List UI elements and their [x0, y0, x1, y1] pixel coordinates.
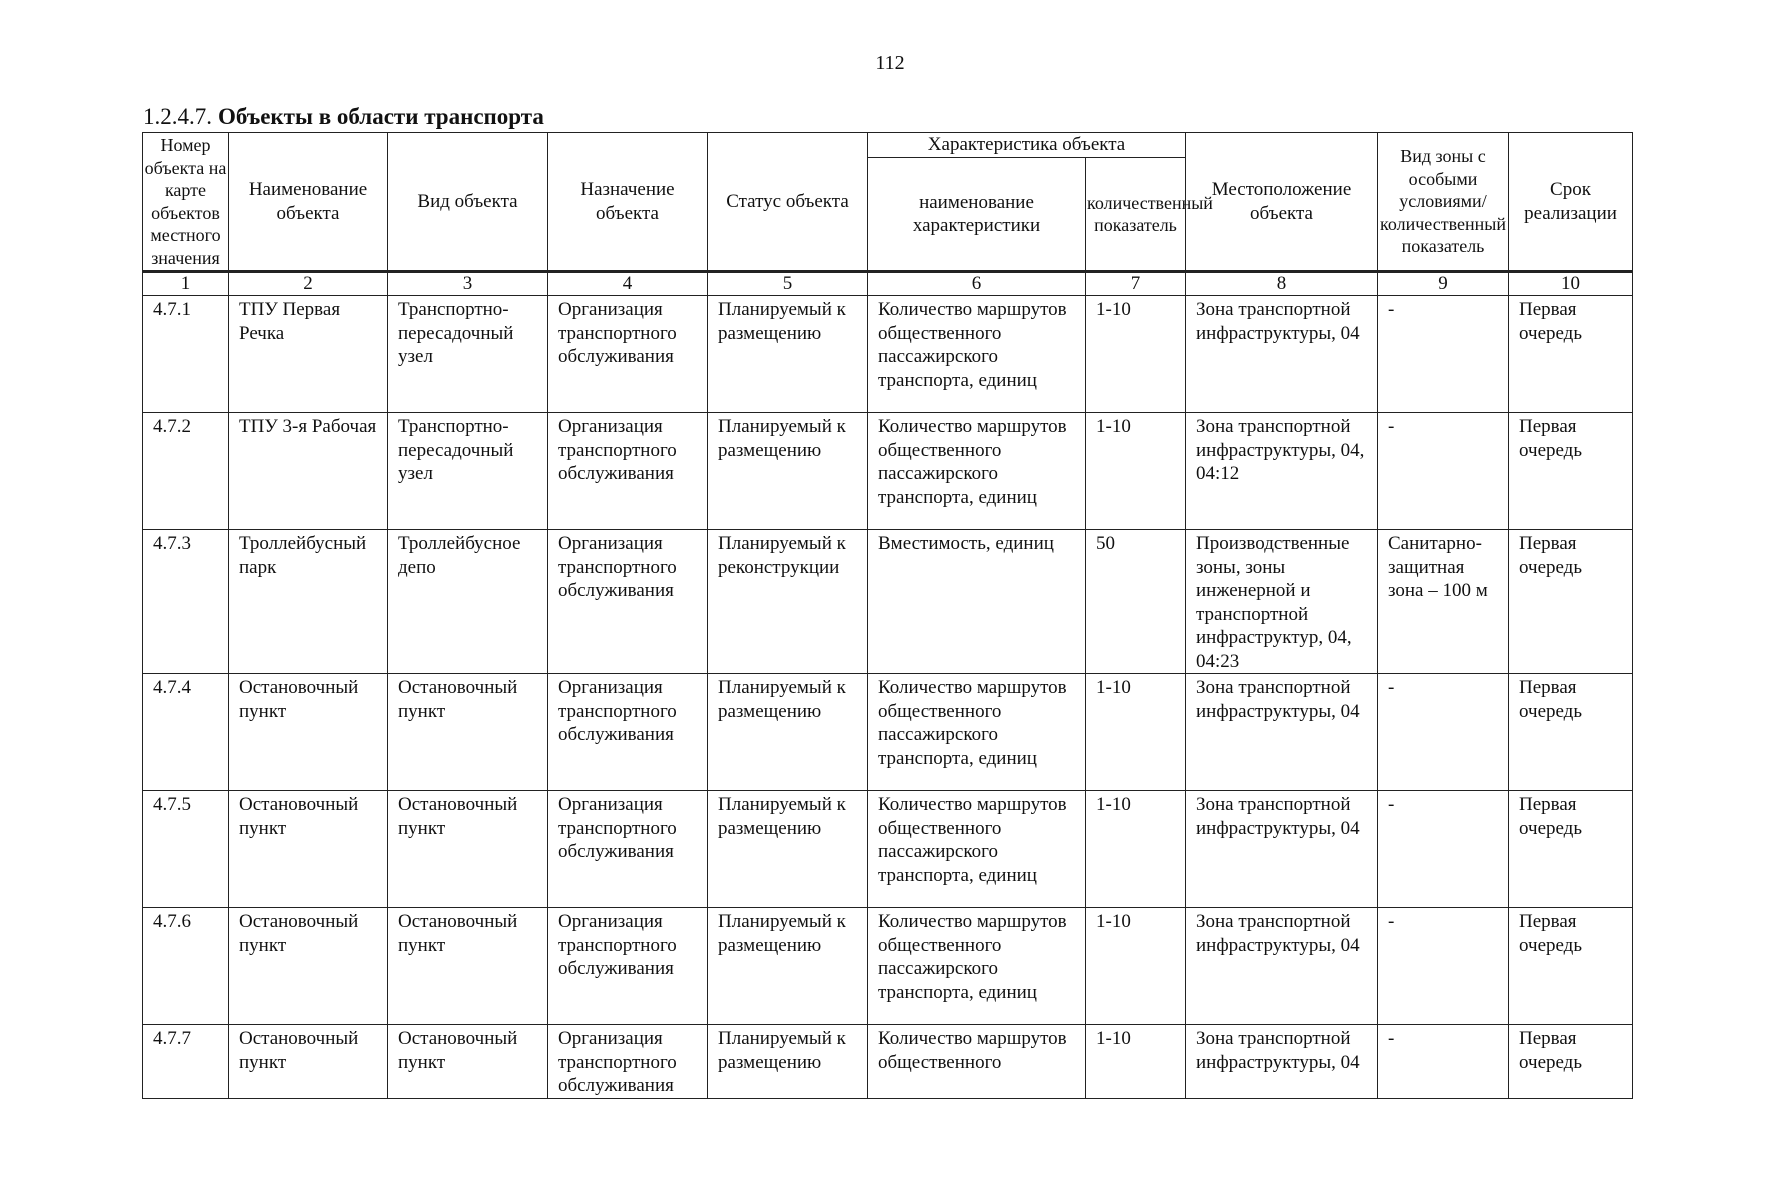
table-row [143, 908, 1633, 1025]
cell-location: Зона транспортной инфраструктуры, 04 [1186, 1025, 1378, 1099]
cell-location: Производственные зоны, зоны инженерной и транспортной инфраструктур, 04, 04:23 [1186, 530, 1378, 674]
cell-zone: - [1378, 1025, 1509, 1099]
header-location: Местоположение объекта [1186, 133, 1378, 272]
table-body [143, 271, 1633, 1098]
header-object-purpose: Назначение объекта [548, 133, 708, 272]
cell-characteristic-name: Количество маршрутов общественного пассажирского транспорта, единиц [868, 674, 1086, 791]
cell-object-type: Транспортно-пересадочный узел [388, 413, 548, 530]
cell-zone: - [1378, 791, 1509, 908]
section-title: Объекты в области транспорта [218, 104, 544, 129]
column-number: 4 [548, 273, 708, 296]
column-number: 10 [1509, 273, 1633, 296]
cell-object-name: Остановочный пункт [229, 674, 388, 791]
cell-object-purpose: Организация транспортного обслуживания [548, 296, 708, 413]
table-row [143, 1025, 1633, 1099]
cell-object-number: 4.7.6 [143, 908, 229, 1025]
cell-characteristic-value: 1-10 [1086, 791, 1186, 908]
cell-zone: - [1378, 674, 1509, 791]
cell-characteristic-name: Количество маршрутов общественного пассажирского транспорта, единиц [868, 413, 1086, 530]
table-row [143, 413, 1633, 530]
cell-object-status: Планируемый к размещению [708, 791, 868, 908]
cell-characteristic-value: 1-10 [1086, 908, 1186, 1025]
section-number: 1.2.4.7. [143, 104, 212, 129]
header-characteristics-group: Характеристика объекта [868, 133, 1186, 158]
cell-object-name: Остановочный пункт [229, 791, 388, 908]
cell-location: Зона транспортной инфраструктуры, 04 [1186, 296, 1378, 413]
cell-object-name: Троллейбусный парк [229, 530, 388, 674]
cell-characteristic-name: Количество маршрутов общественного пассажирского транспорта, единиц [868, 908, 1086, 1025]
cell-term: Первая очередь [1509, 791, 1633, 908]
cell-location: Зона транспортной инфраструктуры, 04 [1186, 791, 1378, 908]
cell-object-number: 4.7.1 [143, 296, 229, 413]
cell-object-number: 4.7.4 [143, 674, 229, 791]
column-number: 2 [229, 273, 388, 296]
cell-characteristic-value: 1-10 [1086, 413, 1186, 530]
cell-term: Первая очередь [1509, 1025, 1633, 1099]
cell-object-name: Остановочный пункт [229, 1025, 388, 1099]
cell-characteristic-value: 50 [1086, 530, 1186, 674]
cell-object-name: Остановочный пункт [229, 908, 388, 1025]
table-row [143, 674, 1633, 791]
cell-object-status: Планируемый к размещению [708, 908, 868, 1025]
cell-characteristic-name: Количество маршрутов общественного пассажирского транспорта, единиц [868, 791, 1086, 908]
cell-term: Первая очередь [1509, 674, 1633, 791]
cell-characteristic-name: Количество маршрутов общественного [868, 1025, 1086, 1099]
column-number: 1 [143, 273, 229, 296]
column-number: 6 [868, 273, 1086, 296]
transport-objects-table [142, 132, 1633, 1099]
cell-object-name: ТПУ 3-я Рабочая [229, 413, 388, 530]
cell-characteristic-value: 1-10 [1086, 674, 1186, 791]
cell-object-type: Остановочный пункт [388, 791, 548, 908]
cell-zone: - [1378, 908, 1509, 1025]
table-header [143, 133, 1633, 272]
header-object-name: Наименование объекта [229, 133, 388, 272]
table-row [143, 791, 1633, 908]
header-characteristic-name: наименование характеристики [868, 158, 1086, 272]
cell-object-purpose: Организация транспортного обслуживания [548, 1025, 708, 1099]
header-zone: Вид зоны с особыми условиями/ количественный показатель [1378, 133, 1509, 272]
header-object-type: Вид объекта [388, 133, 548, 272]
cell-object-number: 4.7.7 [143, 1025, 229, 1099]
cell-object-purpose: Организация транспортного обслуживания [548, 674, 708, 791]
cell-object-type: Транспортно-пересадочный узел [388, 296, 548, 413]
cell-characteristic-name: Вместимость, единиц [868, 530, 1086, 674]
cell-object-number: 4.7.3 [143, 530, 229, 674]
cell-location: Зона транспортной инфраструктуры, 04 [1186, 908, 1378, 1025]
cell-object-purpose: Организация транспортного обслуживания [548, 908, 708, 1025]
cell-zone: - [1378, 296, 1509, 413]
cell-characteristic-value: 1-10 [1086, 1025, 1186, 1099]
cell-object-number: 4.7.5 [143, 791, 229, 908]
section-heading [143, 104, 544, 130]
header-object-status: Статус объекта [708, 133, 868, 272]
cell-object-status: Планируемый к размещению [708, 674, 868, 791]
column-number: 5 [708, 273, 868, 296]
cell-object-status: Планируемый к размещению [708, 296, 868, 413]
cell-object-type: Троллейбусное депо [388, 530, 548, 674]
cell-location: Зона транспортной инфраструктуры, 04, 04:12 [1186, 413, 1378, 530]
table-row [143, 530, 1633, 674]
cell-term: Первая очередь [1509, 530, 1633, 674]
page-number: 112 [875, 52, 905, 74]
cell-term: Первая очередь [1509, 296, 1633, 413]
cell-object-status: Планируемый к размещению [708, 1025, 868, 1099]
cell-object-number: 4.7.2 [143, 413, 229, 530]
cell-characteristic-name: Количество маршрутов общественного пассажирского транспорта, единиц [868, 296, 1086, 413]
cell-object-purpose: Организация транспортного обслуживания [548, 530, 708, 674]
column-number: 8 [1186, 273, 1378, 296]
header-term: Срок реализации [1509, 133, 1633, 272]
cell-term: Первая очередь [1509, 908, 1633, 1025]
cell-term: Первая очередь [1509, 413, 1633, 530]
cell-object-type: Остановочный пункт [388, 1025, 548, 1099]
column-number: 3 [388, 273, 548, 296]
cell-location: Зона транспортной инфраструктуры, 04 [1186, 674, 1378, 791]
column-numbers-row [143, 273, 1633, 296]
header-characteristic-value: количественный показатель [1086, 158, 1186, 272]
column-number: 9 [1378, 273, 1509, 296]
table-row [143, 296, 1633, 413]
cell-object-purpose: Организация транспортного обслуживания [548, 413, 708, 530]
cell-object-purpose: Организация транспортного обслуживания [548, 791, 708, 908]
cell-object-status: Планируемый к размещению [708, 413, 868, 530]
cell-zone: Санитарно-защитная зона – 100 м [1378, 530, 1509, 674]
column-number: 7 [1086, 273, 1186, 296]
cell-object-type: Остановочный пункт [388, 908, 548, 1025]
header-object-number: Номер объекта на карте объектов местного значения [143, 133, 229, 272]
cell-characteristic-value: 1-10 [1086, 296, 1186, 413]
cell-zone: - [1378, 413, 1509, 530]
cell-object-name: ТПУ Первая Речка [229, 296, 388, 413]
cell-object-type: Остановочный пункт [388, 674, 548, 791]
cell-object-status: Планируемый к реконструкции [708, 530, 868, 674]
